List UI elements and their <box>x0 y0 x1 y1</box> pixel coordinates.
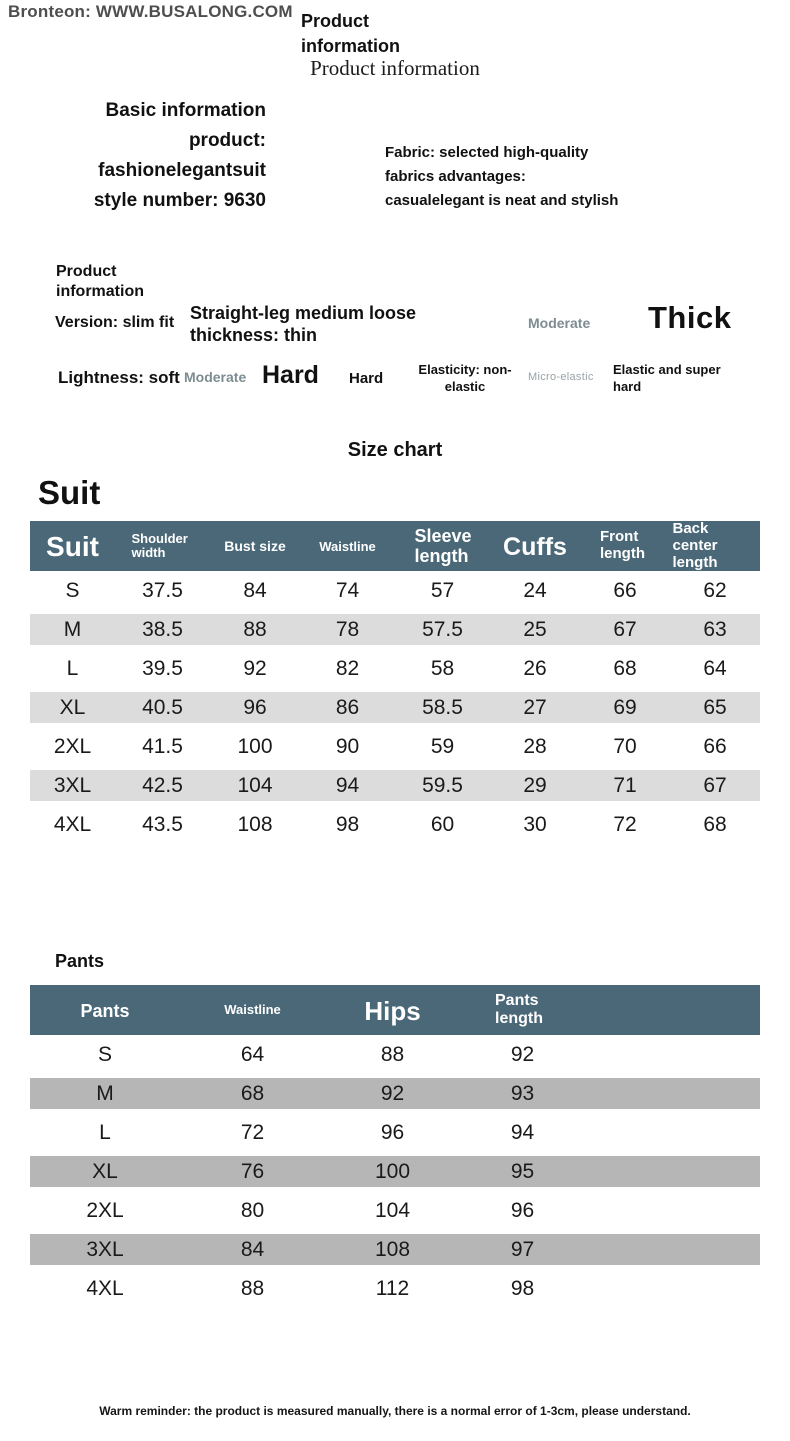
column-header-filler <box>585 985 760 1035</box>
table-row <box>30 649 760 688</box>
fabric-info-line: casualelegant is neat and stylish <box>385 192 619 209</box>
lightness-hard-option-small: Hard <box>349 370 384 387</box>
table-cell: 39.5 <box>115 649 210 688</box>
table-cell: 68 <box>670 805 760 844</box>
table-cell: 69 <box>580 688 670 727</box>
table-cell: XL <box>30 1152 180 1191</box>
table-cell: 88 <box>210 610 300 649</box>
table-cell: 29 <box>490 766 580 805</box>
column-header: Pants length <box>460 985 585 1035</box>
table-cell: L <box>30 1113 180 1152</box>
table-cell: 92 <box>325 1074 460 1113</box>
column-header: Hips <box>325 985 460 1035</box>
table-cell: 30 <box>490 805 580 844</box>
size-chart-title: Size chart <box>347 439 443 461</box>
basic-info-line: style number: 9630 <box>93 190 266 211</box>
table-cell: 63 <box>670 610 760 649</box>
table-cell: 3XL <box>30 1230 180 1269</box>
table-cell: 24 <box>490 571 580 610</box>
table-row <box>30 1269 760 1308</box>
page-subtitle: Product information <box>310 56 480 80</box>
fabric-info-line: fabrics advantages: <box>385 168 526 185</box>
table-cell: 43.5 <box>115 805 210 844</box>
thickness-label: Straight-leg medium loose thickness: thin <box>190 303 417 345</box>
product-information-heading: Product information <box>56 263 144 300</box>
elasticity-micro-option: Micro-elastic <box>528 371 594 383</box>
thickness-thick-option: Thick <box>648 300 732 335</box>
table-cell <box>585 1230 760 1269</box>
table-cell: 95 <box>460 1152 585 1191</box>
table-cell: 67 <box>580 610 670 649</box>
fabric-info-line: Fabric: selected high-quality <box>385 144 589 161</box>
column-header: Cuffs <box>490 521 580 571</box>
table-cell <box>585 1074 760 1113</box>
table-cell: 96 <box>460 1191 585 1230</box>
table-cell: 84 <box>210 571 300 610</box>
table-cell: 100 <box>325 1152 460 1191</box>
table-cell: 104 <box>325 1191 460 1230</box>
column-header: Waistline <box>180 985 325 1035</box>
table-cell: 72 <box>180 1113 325 1152</box>
table-cell: 88 <box>325 1035 460 1074</box>
column-header: Suit <box>30 521 115 571</box>
pants-table-header-row <box>30 985 760 1035</box>
lightness-label: Lightness: soft <box>58 368 180 387</box>
version-label: Version: slim fit <box>55 314 175 331</box>
table-row <box>30 727 760 766</box>
table-cell: 94 <box>460 1113 585 1152</box>
table-cell: 58.5 <box>395 688 490 727</box>
column-header: Waistline <box>300 521 395 571</box>
table-cell: 41.5 <box>115 727 210 766</box>
column-header: Shoulder width <box>115 521 210 571</box>
lightness-moderate-option: Moderate <box>184 369 247 385</box>
suit-table-header-row <box>30 521 760 571</box>
table-cell: 76 <box>180 1152 325 1191</box>
table-cell: 80 <box>180 1191 325 1230</box>
table-row <box>30 766 760 805</box>
table-cell: 98 <box>460 1269 585 1308</box>
table-cell: 68 <box>180 1074 325 1113</box>
pants-section-heading: Pants <box>55 951 105 971</box>
table-row <box>30 1230 760 1269</box>
table-cell <box>585 1152 760 1191</box>
table-row <box>30 1152 760 1191</box>
pants-size-table <box>30 985 760 1308</box>
table-row <box>30 688 760 727</box>
column-header: Bust size <box>210 521 300 571</box>
table-cell <box>585 1191 760 1230</box>
table-cell: M <box>30 1074 180 1113</box>
table-row <box>30 805 760 844</box>
table-row <box>30 610 760 649</box>
column-header: Front length <box>580 521 670 571</box>
column-header: Sleeve length <box>395 521 490 571</box>
table-cell: 86 <box>300 688 395 727</box>
lightness-hard-option-large: Hard <box>262 361 319 389</box>
table-cell <box>585 1035 760 1074</box>
table-cell: 84 <box>180 1230 325 1269</box>
table-cell: 82 <box>300 649 395 688</box>
table-row <box>30 571 760 610</box>
elasticity-super-option: Elastic and super hard <box>613 362 721 394</box>
warm-reminder-note: Warm reminder: the product is measured manually, there is a normal error of 1-3cm, please understand. <box>99 1404 691 1418</box>
table-cell: 66 <box>670 727 760 766</box>
table-row <box>30 1035 760 1074</box>
table-row <box>30 1113 760 1152</box>
suit-section-heading: Suit <box>38 474 101 511</box>
table-cell: 94 <box>300 766 395 805</box>
basic-info-line: product: <box>188 130 266 151</box>
page-title: Product information <box>301 11 400 56</box>
table-cell: 90 <box>300 727 395 766</box>
table-cell: 100 <box>210 727 300 766</box>
basic-information-block <box>40 96 266 216</box>
table-cell: 112 <box>325 1269 460 1308</box>
table-cell: 97 <box>460 1230 585 1269</box>
table-cell: 66 <box>580 571 670 610</box>
table-cell: 59.5 <box>395 766 490 805</box>
table-cell: 26 <box>490 649 580 688</box>
table-cell: 38.5 <box>115 610 210 649</box>
table-cell: 27 <box>490 688 580 727</box>
table-cell: 42.5 <box>115 766 210 805</box>
table-cell: 57.5 <box>395 610 490 649</box>
table-cell: S <box>30 1035 180 1074</box>
table-cell: 57 <box>395 571 490 610</box>
table-cell: XL <box>30 688 115 727</box>
table-cell: 64 <box>180 1035 325 1074</box>
table-cell: 96 <box>210 688 300 727</box>
table-cell: 108 <box>210 805 300 844</box>
table-cell <box>585 1113 760 1152</box>
basic-info-line: Basic information <box>105 100 266 121</box>
table-row <box>30 1074 760 1113</box>
table-cell: 98 <box>300 805 395 844</box>
table-cell: 40.5 <box>115 688 210 727</box>
table-cell: L <box>30 649 115 688</box>
table-cell: 3XL <box>30 766 115 805</box>
table-cell: 4XL <box>30 805 115 844</box>
fabric-information-block <box>385 141 618 213</box>
table-cell: 93 <box>460 1074 585 1113</box>
basic-info-line: fashionelegantsuit <box>98 160 266 181</box>
site-watermark: Bronteon: WWW.BUSALONG.COM <box>8 2 293 21</box>
table-cell: 88 <box>180 1269 325 1308</box>
table-cell: 74 <box>300 571 395 610</box>
table-cell: 71 <box>580 766 670 805</box>
thickness-moderate-option: Moderate <box>528 315 591 331</box>
table-cell: 70 <box>580 727 670 766</box>
table-cell: 2XL <box>30 1191 180 1230</box>
column-header: Pants <box>30 985 180 1035</box>
table-cell: 4XL <box>30 1269 180 1308</box>
table-cell: M <box>30 610 115 649</box>
table-cell: 96 <box>325 1113 460 1152</box>
column-header: Back center length <box>670 521 760 571</box>
table-cell: 68 <box>580 649 670 688</box>
table-cell: 72 <box>580 805 670 844</box>
table-cell: 58 <box>395 649 490 688</box>
table-cell: 59 <box>395 727 490 766</box>
table-cell: 62 <box>670 571 760 610</box>
table-cell <box>585 1269 760 1308</box>
table-cell: 92 <box>460 1035 585 1074</box>
table-cell: 28 <box>490 727 580 766</box>
table-cell: 2XL <box>30 727 115 766</box>
table-cell: 67 <box>670 766 760 805</box>
table-cell: 104 <box>210 766 300 805</box>
table-cell: 92 <box>210 649 300 688</box>
table-cell: 64 <box>670 649 760 688</box>
table-cell: 37.5 <box>115 571 210 610</box>
table-cell: 78 <box>300 610 395 649</box>
suit-size-table <box>30 521 760 844</box>
table-row <box>30 1191 760 1230</box>
table-cell: 25 <box>490 610 580 649</box>
table-cell: 108 <box>325 1230 460 1269</box>
table-cell: 60 <box>395 805 490 844</box>
table-cell: 65 <box>670 688 760 727</box>
table-cell: S <box>30 571 115 610</box>
elasticity-label: Elasticity: non-elastic <box>418 362 512 394</box>
